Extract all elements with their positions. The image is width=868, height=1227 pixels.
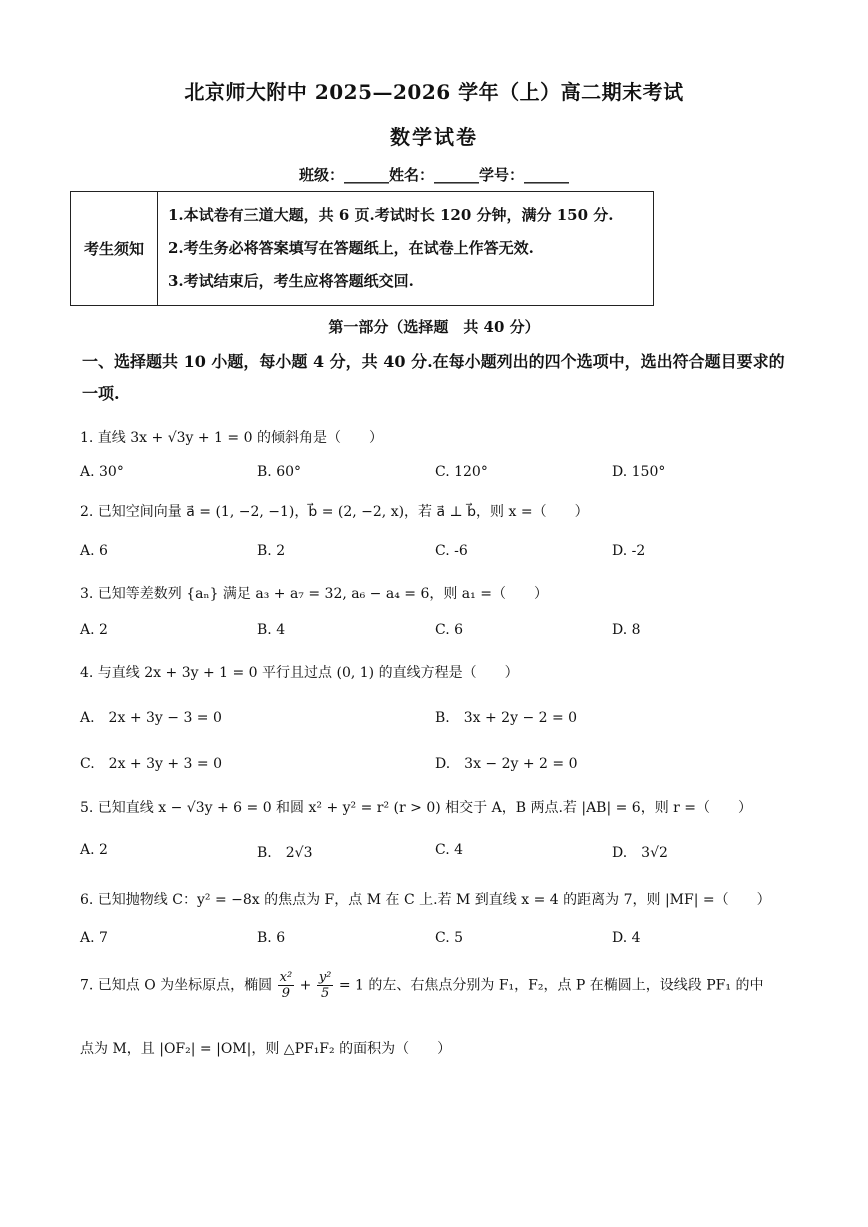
question-3-stem: 3. 已知等差数列 {aₙ} 满足 a₃ + a₇ = 32, a₆ − a₄ = 6，则 a₁ =（ ） bbox=[80, 586, 548, 602]
q7-fraction-x bbox=[278, 970, 295, 1001]
q7-stem-rest: = 1 的左、右焦点分别为 F₁，F₂，点 P 在椭圆上，设线段 PF₁ 的中 bbox=[334, 977, 764, 994]
notice-item: 2.考生务必将答案填写在答题纸上，在试卷上作答无效. bbox=[168, 239, 534, 257]
question-1-stem: 1. 直线 3x + √3y + 1 = 0 的倾斜角是（ ） bbox=[80, 430, 383, 446]
q4-option-a: A. 2x + 3y − 3 = 0 bbox=[80, 710, 222, 726]
question-4-stem: 4. 与直线 2x + 3y + 1 = 0 平行且过点 (0, 1) 的直线方程是（ ） bbox=[80, 665, 519, 681]
q3-option-d: D. 8 bbox=[612, 622, 641, 638]
notice-label: 考生须知 bbox=[71, 192, 158, 306]
q5-option-b: B. 2√3 bbox=[257, 845, 313, 861]
q4-option-d: D. 3x − 2y + 2 = 0 bbox=[435, 756, 578, 772]
exam-notice-box bbox=[70, 191, 654, 306]
q6-option-a: A. 7 bbox=[80, 930, 108, 946]
q4-option-c: C. 2x + 3y + 3 = 0 bbox=[80, 756, 222, 772]
q1-option-c: C. 120° bbox=[435, 464, 488, 480]
q6-option-c: C. 5 bbox=[435, 930, 464, 946]
question-5-stem: 5. 已知直线 x − √3y + 6 = 0 和圆 x² + y² = r² (r > 0) 相交于 A，B 两点.若 |AB| = 6，则 r =（ ） bbox=[80, 800, 753, 816]
notice-item: 3.考试结束后，考生应将答题纸交回. bbox=[168, 272, 414, 290]
q7-stem-part: 7. 已知点 O 为坐标原点，椭圆 bbox=[80, 977, 277, 994]
q7-frac-x-num: x² bbox=[279, 970, 293, 985]
notice-item: 1.本试卷有三道大题，共 6 页.考试时长 120 分钟，满分 150 分. bbox=[168, 206, 614, 224]
q1-option-b: B. 60° bbox=[257, 464, 302, 480]
exam-subtitle: 数学试卷 bbox=[390, 125, 478, 149]
q3-option-c: C. 6 bbox=[435, 622, 464, 638]
q7-frac-y-den: 5 bbox=[320, 986, 330, 1001]
q5-option-c: C. 4 bbox=[435, 842, 464, 858]
q6-option-b: B. 6 bbox=[257, 930, 286, 946]
question-2-stem: 2. 已知空间向量 a⃗ = (1, −2, −1)，b⃗ = (2, −2, x)，若 a⃗ ⊥ b⃗，则 x =（ ） bbox=[80, 504, 589, 520]
q3-option-a: A. 2 bbox=[80, 622, 108, 638]
q3-option-b: B. 4 bbox=[257, 622, 286, 638]
question-6-stem: 6. 已知抛物线 C：y² = −8x 的焦点为 F，点 M 在 C 上.若 M 到直线 x = 4 的距离为 7，则 |MF| =（ ） bbox=[80, 892, 771, 908]
section-title: 一、选择题共 10 小题，每小题 4 分，共 40 分.在每小题列出的四个选项中，选出符合题目要求的一项. bbox=[82, 352, 785, 403]
q2-option-c: C. -6 bbox=[435, 543, 468, 559]
q7-frac-x-den: 9 bbox=[281, 986, 291, 1001]
q2-option-d: D. -2 bbox=[612, 543, 646, 559]
q1-option-d: D. 150° bbox=[612, 464, 666, 480]
q2-option-b: B. 2 bbox=[257, 543, 286, 559]
question-7-stem bbox=[80, 970, 763, 1001]
q6-option-d: D. 4 bbox=[612, 930, 641, 946]
q7-frac-y-num: y² bbox=[318, 970, 332, 985]
notice-items bbox=[158, 192, 654, 306]
question-7-stem-line2: 点为 M，且 |OF₂| = |OM|，则 △PF₁F₂ 的面积为（ ） bbox=[80, 1041, 452, 1057]
q5-option-d: D. 3√2 bbox=[612, 845, 668, 861]
part-title: 第一部分（选择题 共 40 分） bbox=[328, 318, 540, 336]
q1-option-a: A. 30° bbox=[80, 464, 124, 480]
q5-option-a: A. 2 bbox=[80, 842, 108, 858]
exam-title: 北京师大附中 2025—2026 学年（上）高二期末考试 bbox=[184, 80, 684, 104]
student-info-line: 班级：______姓名：______学号：______ bbox=[298, 166, 569, 184]
q2-option-a: A. 6 bbox=[80, 543, 108, 559]
q7-stem-plus: + bbox=[295, 977, 316, 994]
q7-fraction-y bbox=[317, 970, 334, 1001]
q4-option-b: B. 3x + 2y − 2 = 0 bbox=[435, 710, 578, 726]
